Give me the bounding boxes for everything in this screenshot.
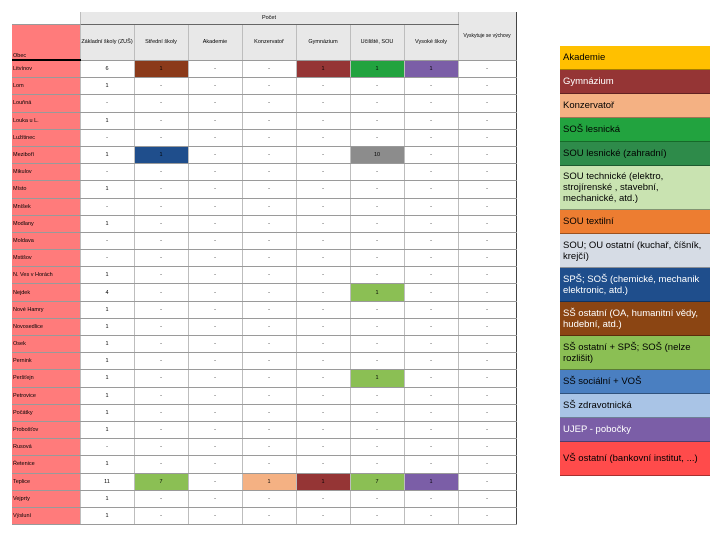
table-row bbox=[12, 353, 516, 370]
table-cell: - bbox=[458, 95, 516, 112]
table-cell: - bbox=[296, 353, 350, 370]
table-cell: - bbox=[404, 164, 458, 181]
row-municipality: Počátky bbox=[12, 404, 80, 421]
table-cell: - bbox=[242, 490, 296, 507]
table-row bbox=[12, 129, 516, 146]
table-cell: 1 bbox=[242, 473, 296, 490]
table-cell: - bbox=[404, 336, 458, 353]
table-cell: - bbox=[458, 507, 516, 524]
table-cell: - bbox=[458, 60, 516, 78]
table-cell: - bbox=[242, 112, 296, 129]
table-cell: 1 bbox=[350, 370, 404, 387]
table-cell: - bbox=[296, 267, 350, 284]
table-cell: - bbox=[242, 232, 296, 249]
table-row bbox=[12, 404, 516, 421]
table-cell: - bbox=[188, 439, 242, 456]
table-cell: - bbox=[188, 387, 242, 404]
row-municipality: Meziboří bbox=[12, 146, 80, 163]
table-cell: - bbox=[134, 507, 188, 524]
row-municipality: Litvínov bbox=[12, 60, 80, 78]
row-municipality: N. Ves v Horách bbox=[12, 267, 80, 284]
row-municipality: Řetenice bbox=[12, 456, 80, 473]
table-cell: - bbox=[296, 181, 350, 198]
table-cell: - bbox=[458, 456, 516, 473]
table-cell: - bbox=[350, 336, 404, 353]
table-cell: 7 bbox=[134, 473, 188, 490]
table-cell: - bbox=[134, 421, 188, 438]
table-cell: - bbox=[404, 215, 458, 232]
table-cell: - bbox=[404, 421, 458, 438]
table-cell: - bbox=[188, 60, 242, 78]
table-row bbox=[12, 146, 516, 163]
row-municipality: Louňná bbox=[12, 95, 80, 112]
row-municipality: Mikulov bbox=[12, 164, 80, 181]
table-cell: - bbox=[404, 387, 458, 404]
table-cell: - bbox=[350, 404, 404, 421]
row-municipality: Modlany bbox=[12, 215, 80, 232]
col-header-stredni: Střední školy bbox=[134, 25, 188, 61]
schools-table bbox=[12, 12, 517, 525]
table-cell: - bbox=[458, 336, 516, 353]
row-municipality: Lužítinec bbox=[12, 129, 80, 146]
col-header-akademie: Akademie bbox=[188, 25, 242, 61]
table-cell: - bbox=[458, 250, 516, 267]
legend-item: SŠ ostatní (OA, humanitní vědy, hudební, atd.) bbox=[560, 302, 710, 336]
table-cell: - bbox=[458, 232, 516, 249]
table-cell: - bbox=[350, 198, 404, 215]
table-cell: - bbox=[404, 95, 458, 112]
table-row bbox=[12, 490, 516, 507]
table-cell: 1 bbox=[350, 60, 404, 78]
row-municipality: Probošťov bbox=[12, 421, 80, 438]
table-cell: - bbox=[296, 78, 350, 95]
table-cell: - bbox=[134, 78, 188, 95]
table-cell: - bbox=[242, 507, 296, 524]
table-cell: - bbox=[404, 181, 458, 198]
table-cell: 1 bbox=[80, 507, 134, 524]
table-row bbox=[12, 198, 516, 215]
header-obec: Obec bbox=[12, 25, 80, 61]
table-cell: - bbox=[242, 267, 296, 284]
table-cell: - bbox=[242, 439, 296, 456]
table-cell: - bbox=[458, 387, 516, 404]
table-cell: - bbox=[134, 336, 188, 353]
table-cell: - bbox=[404, 78, 458, 95]
table-cell: - bbox=[188, 490, 242, 507]
table-cell: - bbox=[350, 353, 404, 370]
table-cell: - bbox=[134, 387, 188, 404]
table-row bbox=[12, 284, 516, 301]
row-municipality: Peršťejn bbox=[12, 370, 80, 387]
table-cell: 1 bbox=[80, 370, 134, 387]
row-municipality: Moldava bbox=[12, 232, 80, 249]
table-cell: - bbox=[296, 301, 350, 318]
table-cell: - bbox=[350, 421, 404, 438]
table-cell: - bbox=[404, 198, 458, 215]
table-cell: - bbox=[188, 336, 242, 353]
table-cell: - bbox=[350, 181, 404, 198]
table-cell: - bbox=[134, 404, 188, 421]
table-cell: - bbox=[458, 267, 516, 284]
table-cell: - bbox=[188, 232, 242, 249]
table-row bbox=[12, 164, 516, 181]
table-cell: - bbox=[296, 250, 350, 267]
table-cell: - bbox=[188, 78, 242, 95]
table-row bbox=[12, 507, 516, 524]
table-cell: - bbox=[242, 284, 296, 301]
table-cell: - bbox=[458, 370, 516, 387]
table-cell: - bbox=[134, 301, 188, 318]
table-cell: - bbox=[188, 284, 242, 301]
table-cell: 1 bbox=[80, 146, 134, 163]
col-header-vysoke: Vysoké školy bbox=[404, 25, 458, 61]
table-cell: - bbox=[134, 232, 188, 249]
table-cell: - bbox=[80, 129, 134, 146]
legend-item: Akademie bbox=[560, 46, 710, 70]
table-cell: - bbox=[134, 456, 188, 473]
table-cell: - bbox=[80, 250, 134, 267]
table-cell: - bbox=[296, 112, 350, 129]
table-cell: - bbox=[188, 370, 242, 387]
table-cell: - bbox=[188, 112, 242, 129]
table-cell: 1 bbox=[80, 301, 134, 318]
table-cell: - bbox=[350, 387, 404, 404]
row-municipality: Lom bbox=[12, 78, 80, 95]
table-cell: - bbox=[242, 404, 296, 421]
table-cell: - bbox=[458, 284, 516, 301]
table-row bbox=[12, 473, 516, 490]
table-cell: - bbox=[350, 456, 404, 473]
table-cell: - bbox=[188, 473, 242, 490]
table-cell: - bbox=[350, 267, 404, 284]
table-cell: - bbox=[188, 353, 242, 370]
table-cell: - bbox=[350, 215, 404, 232]
table-cell: - bbox=[404, 250, 458, 267]
table-cell: - bbox=[188, 95, 242, 112]
table-cell: - bbox=[296, 456, 350, 473]
table-cell: - bbox=[350, 318, 404, 335]
legend-item: SOU textilní bbox=[560, 210, 710, 234]
table-cell: - bbox=[296, 421, 350, 438]
table-cell: 1 bbox=[350, 284, 404, 301]
header-pocet: Počet bbox=[80, 12, 458, 25]
table-cell: - bbox=[350, 95, 404, 112]
table-cell: - bbox=[242, 146, 296, 163]
row-municipality: Místo bbox=[12, 181, 80, 198]
table-cell: - bbox=[404, 490, 458, 507]
table-row bbox=[12, 232, 516, 249]
row-municipality: Rusová bbox=[12, 439, 80, 456]
table-cell: - bbox=[80, 164, 134, 181]
table-cell: - bbox=[296, 284, 350, 301]
legend-item: Gymnázium bbox=[560, 70, 710, 94]
table-cell: - bbox=[242, 370, 296, 387]
table-cell: - bbox=[350, 507, 404, 524]
table-row bbox=[12, 181, 516, 198]
table-cell: 1 bbox=[80, 181, 134, 198]
table-cell: 1 bbox=[80, 336, 134, 353]
table-row bbox=[12, 439, 516, 456]
table-cell: 11 bbox=[80, 473, 134, 490]
row-municipality: Osek bbox=[12, 336, 80, 353]
table-cell: 1 bbox=[80, 112, 134, 129]
table-cell: - bbox=[80, 198, 134, 215]
row-municipality: Výsluní bbox=[12, 507, 80, 524]
table-cell: - bbox=[350, 164, 404, 181]
table-cell: 1 bbox=[404, 60, 458, 78]
legend-item: SOU technické (elektro, strojírenské , stavební, mechanické, atd.) bbox=[560, 166, 710, 210]
table-cell: - bbox=[458, 421, 516, 438]
row-municipality: Louka u L. bbox=[12, 112, 80, 129]
table-cell: - bbox=[296, 404, 350, 421]
table-cell: 1 bbox=[134, 146, 188, 163]
table-row bbox=[12, 301, 516, 318]
table-cell: - bbox=[404, 129, 458, 146]
table-cell: - bbox=[242, 250, 296, 267]
table-cell: - bbox=[188, 146, 242, 163]
table-cell: - bbox=[242, 387, 296, 404]
table-row bbox=[12, 267, 516, 284]
row-municipality: Nejdek bbox=[12, 284, 80, 301]
table-cell: - bbox=[242, 78, 296, 95]
header-vyskytuje: Vyskytuje se výchovy bbox=[458, 12, 516, 60]
table-cell: - bbox=[404, 404, 458, 421]
table-cell: - bbox=[350, 112, 404, 129]
legend-item: SOU; OU ostatní (kuchař, číšník, krejčí) bbox=[560, 234, 710, 268]
table-cell: - bbox=[188, 267, 242, 284]
table-cell: - bbox=[134, 129, 188, 146]
table-cell: 1 bbox=[296, 473, 350, 490]
table-cell: - bbox=[80, 439, 134, 456]
table-cell: - bbox=[80, 95, 134, 112]
table-cell: 4 bbox=[80, 284, 134, 301]
table-cell: - bbox=[134, 284, 188, 301]
table-cell: - bbox=[296, 439, 350, 456]
table-cell: 1 bbox=[80, 267, 134, 284]
table-cell: - bbox=[242, 215, 296, 232]
table-cell: - bbox=[242, 198, 296, 215]
table-cell: - bbox=[134, 250, 188, 267]
legend-item: SŠ ostatní + SPŠ; SOŠ (nelze rozlišit) bbox=[560, 336, 710, 370]
table-row bbox=[12, 215, 516, 232]
col-header-konzervator: Konzervatoř bbox=[242, 25, 296, 61]
table-cell: - bbox=[350, 490, 404, 507]
table-cell: - bbox=[296, 318, 350, 335]
table-cell: - bbox=[350, 129, 404, 146]
table-cell: 1 bbox=[80, 78, 134, 95]
table-cell: - bbox=[350, 301, 404, 318]
legend-item: SOU lesnické (zahradní) bbox=[560, 142, 710, 166]
row-municipality: Mstišov bbox=[12, 250, 80, 267]
table-cell: - bbox=[404, 456, 458, 473]
table-cell: - bbox=[404, 507, 458, 524]
table-cell: - bbox=[404, 232, 458, 249]
table-row bbox=[12, 318, 516, 335]
table-cell: - bbox=[350, 250, 404, 267]
table-cell: - bbox=[134, 112, 188, 129]
table-cell: - bbox=[458, 112, 516, 129]
table-cell: - bbox=[458, 129, 516, 146]
legend-item: VŠ ostatní (bankovní institut, ...) bbox=[560, 442, 710, 476]
table-cell: - bbox=[188, 456, 242, 473]
table-cell: - bbox=[404, 318, 458, 335]
table-cell: 1 bbox=[80, 387, 134, 404]
legend-item: UJEP - pobočky bbox=[560, 418, 710, 442]
col-header-gymnazium: Gymnázium bbox=[296, 25, 350, 61]
table-row bbox=[12, 370, 516, 387]
table-cell: - bbox=[188, 404, 242, 421]
table-row bbox=[12, 60, 516, 78]
table-cell: 1 bbox=[404, 473, 458, 490]
table-cell: - bbox=[134, 181, 188, 198]
table-cell: - bbox=[458, 404, 516, 421]
table-row bbox=[12, 336, 516, 353]
table-row bbox=[12, 421, 516, 438]
table-cell: - bbox=[188, 421, 242, 438]
legend-item: SPŠ; SOŠ (chemické, mechanik elektronic, atd.) bbox=[560, 268, 710, 302]
table-cell: - bbox=[134, 267, 188, 284]
header-corner bbox=[12, 12, 80, 25]
table-cell: 1 bbox=[80, 456, 134, 473]
table-cell: 1 bbox=[134, 60, 188, 78]
table-cell: - bbox=[242, 181, 296, 198]
table-cell: - bbox=[188, 129, 242, 146]
row-municipality: Novosedlice bbox=[12, 318, 80, 335]
table-cell: - bbox=[404, 439, 458, 456]
table-row bbox=[12, 78, 516, 95]
table-cell: - bbox=[458, 490, 516, 507]
row-municipality: Mníšek bbox=[12, 198, 80, 215]
table-cell: - bbox=[296, 507, 350, 524]
table-cell: - bbox=[296, 490, 350, 507]
col-header-zakladni: Základní školy (ZUŠ) bbox=[80, 25, 134, 61]
table-cell: - bbox=[134, 439, 188, 456]
table-cell: - bbox=[188, 181, 242, 198]
table-cell: - bbox=[296, 95, 350, 112]
table-cell: - bbox=[80, 232, 134, 249]
row-municipality: Vejprty bbox=[12, 490, 80, 507]
table-cell: 1 bbox=[80, 421, 134, 438]
table-row bbox=[12, 95, 516, 112]
table-cell: 1 bbox=[80, 490, 134, 507]
table-cell: - bbox=[296, 129, 350, 146]
table-cell: - bbox=[134, 95, 188, 112]
table-cell: - bbox=[296, 232, 350, 249]
table-cell: - bbox=[134, 490, 188, 507]
table-cell: - bbox=[188, 301, 242, 318]
table-cell: - bbox=[134, 198, 188, 215]
table-cell: - bbox=[134, 215, 188, 232]
table-cell: 1 bbox=[296, 60, 350, 78]
legend-item: Konzervatoř bbox=[560, 94, 710, 118]
legend-item: SŠ zdravotnická bbox=[560, 394, 710, 418]
table-cell: - bbox=[458, 198, 516, 215]
table-cell: - bbox=[458, 215, 516, 232]
table-cell: - bbox=[404, 284, 458, 301]
col-header-uciliste: Učiliště, SOU bbox=[350, 25, 404, 61]
table-cell: 1 bbox=[80, 353, 134, 370]
table-cell: - bbox=[242, 421, 296, 438]
table-cell: - bbox=[296, 164, 350, 181]
table-cell: - bbox=[296, 387, 350, 404]
table-cell: - bbox=[458, 181, 516, 198]
table-row bbox=[12, 387, 516, 404]
table-cell: - bbox=[242, 456, 296, 473]
table-cell: - bbox=[458, 301, 516, 318]
table-cell: - bbox=[458, 164, 516, 181]
legend bbox=[560, 46, 710, 476]
table-cell: - bbox=[296, 146, 350, 163]
table-cell: - bbox=[242, 336, 296, 353]
table-cell: - bbox=[404, 112, 458, 129]
table-cell: - bbox=[296, 215, 350, 232]
table-cell: - bbox=[458, 353, 516, 370]
table-cell: - bbox=[134, 370, 188, 387]
table-cell: - bbox=[188, 198, 242, 215]
table-cell: - bbox=[458, 439, 516, 456]
table-cell: - bbox=[296, 370, 350, 387]
table-cell: - bbox=[134, 353, 188, 370]
table-cell: 6 bbox=[80, 60, 134, 78]
legend-item: SŠ sociální + VOŠ bbox=[560, 370, 710, 394]
table-cell: - bbox=[404, 267, 458, 284]
table-cell: - bbox=[242, 318, 296, 335]
table-cell: - bbox=[296, 336, 350, 353]
row-municipality: Petrovice bbox=[12, 387, 80, 404]
table-cell: 10 bbox=[350, 146, 404, 163]
table-cell: - bbox=[458, 318, 516, 335]
table-cell: - bbox=[242, 301, 296, 318]
table-cell: - bbox=[188, 164, 242, 181]
legend-item: SOŠ lesnická bbox=[560, 118, 710, 142]
table-cell: - bbox=[242, 353, 296, 370]
table-cell: - bbox=[242, 129, 296, 146]
table-cell: - bbox=[242, 60, 296, 78]
table-cell: - bbox=[458, 146, 516, 163]
table-row bbox=[12, 456, 516, 473]
table-cell: - bbox=[404, 353, 458, 370]
table-cell: 1 bbox=[80, 318, 134, 335]
table-cell: - bbox=[350, 78, 404, 95]
table-cell: - bbox=[404, 301, 458, 318]
table-row bbox=[12, 112, 516, 129]
table-cell: 1 bbox=[80, 404, 134, 421]
table-cell: 7 bbox=[350, 473, 404, 490]
row-municipality: Nové Hamry bbox=[12, 301, 80, 318]
table-cell: - bbox=[350, 232, 404, 249]
table-cell: - bbox=[404, 146, 458, 163]
table-cell: - bbox=[350, 439, 404, 456]
table-cell: - bbox=[134, 164, 188, 181]
table-cell: 1 bbox=[80, 215, 134, 232]
table-cell: - bbox=[188, 318, 242, 335]
table-cell: - bbox=[188, 250, 242, 267]
table-cell: - bbox=[242, 95, 296, 112]
table-cell: - bbox=[404, 370, 458, 387]
table-cell: - bbox=[134, 318, 188, 335]
table-cell: - bbox=[458, 78, 516, 95]
row-municipality: Pernink bbox=[12, 353, 80, 370]
table-cell: - bbox=[188, 507, 242, 524]
table-cell: - bbox=[296, 198, 350, 215]
row-municipality: Teplice bbox=[12, 473, 80, 490]
table-cell: - bbox=[242, 164, 296, 181]
table-row bbox=[12, 250, 516, 267]
table-cell: - bbox=[188, 215, 242, 232]
table-cell: - bbox=[458, 473, 516, 490]
